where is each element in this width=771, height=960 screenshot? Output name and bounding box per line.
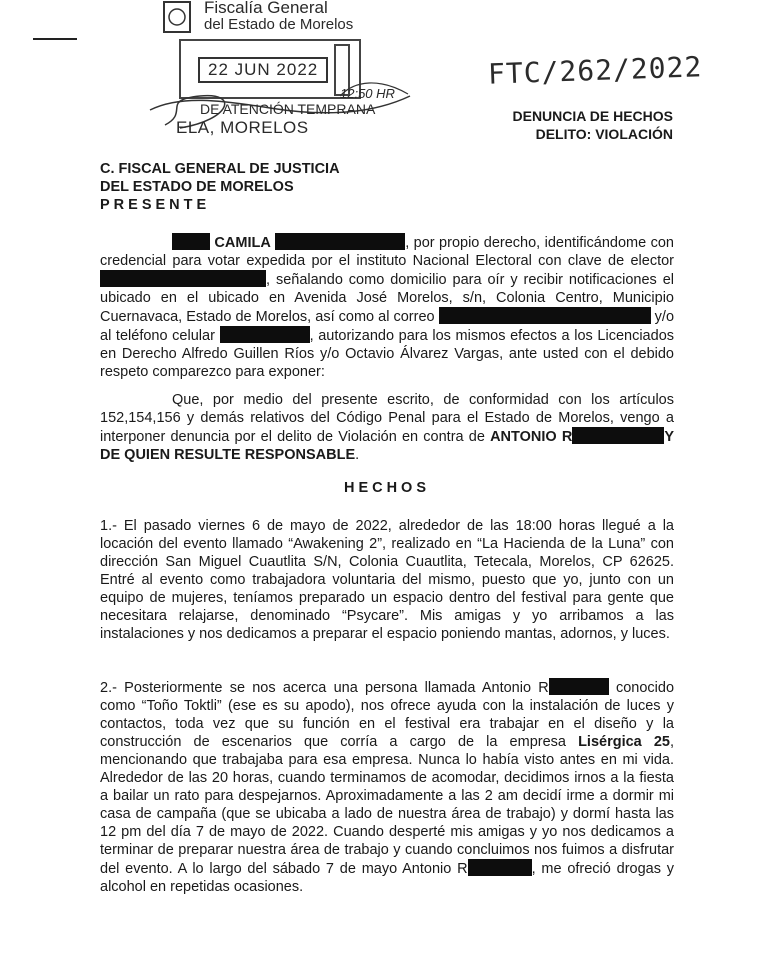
- intro-text-4: , autorizando para los mismos efectos a los Licenciados en Derecho Alfredo Guillen Ríos y/o Octavio Álvarez Vargas, ante usted con el debido respeto comparezco para exponer:: [100, 328, 675, 380]
- addressee-line3: PRESENTE: [100, 197, 211, 213]
- complaint-end: .: [355, 447, 360, 463]
- redaction-bar: [172, 233, 210, 250]
- fact2-text-2: conocido como “Toño Toktli” (ese es su apodo), nos ofrece ayuda con la instalación de luces y contactos, toda vez que su función en el festival era trabajar en el diseño y la construcción de escenarios que corría a cargo de la empresa: [100, 680, 675, 750]
- complaint-text: Que, por medio del presente escrito, de conformidad con los artículos 152,154,156 y demás relativos del Código Penal para el Estado de Morelos, vengo a interponer denuncia por el delito de Violación en contra de: [100, 392, 674, 445]
- margin-dash-mark: [33, 38, 77, 40]
- intro-text-3: y/o al teléfono celular: [100, 309, 675, 344]
- redaction-bar: [549, 678, 609, 695]
- stamp-org-line2: del Estado de Morelos: [204, 16, 354, 33]
- addressee-line1: C. FISCAL GENERAL DE JUSTICIA: [100, 161, 340, 177]
- company-name: Lisérgica 25: [578, 734, 670, 750]
- stamp-date: 22 JUN 2022: [198, 57, 328, 83]
- accused-name: ANTONIO R: [490, 429, 573, 445]
- stamp-unit: DE ATENCIÓN TEMPRANA: [200, 101, 376, 117]
- stamp-location: ELA, MORELOS: [176, 118, 309, 137]
- redaction-bar: [468, 859, 532, 876]
- intro-text-2: , señalando como domicilio para oír y recibir notificaciones el ubicado en el ubicado en Avenida José Morelos, s/n, Colonia Centro, Municipio Cuernavaca, Estado de Morelos, así como al correo: [100, 272, 674, 325]
- redaction-bar: [439, 307, 651, 324]
- accused-rest: Y DE QUIEN RESULTE RESPONSABLE: [100, 429, 674, 463]
- redaction-bar: [572, 427, 664, 444]
- redaction-bar: [220, 326, 310, 343]
- intro-paragraph: [100, 233, 674, 381]
- stamp-org-line1: Fiscalía General: [204, 0, 328, 17]
- complainant-name: CAMILA: [214, 235, 271, 251]
- fact2-text-1: 2.- Posteriormente se nos acerca una persona llamada Antonio R: [100, 680, 549, 696]
- section-title: HECHOS: [343, 480, 431, 496]
- header-line-complaint: DENUNCIA DE HECHOS: [512, 108, 673, 124]
- fact-paragraph-1: 1.- El pasado viernes 6 de mayo de 2022, alrededor de las 18:00 horas llegué a la locación del evento llamado “Awakening 2”, realizado en “La Hacienda de la Luna” con dirección San Miguel Cuautlita S/N, Colonia Cuautlita, Tetecala, Morelos, CP 62625. Entré al evento como trabajadora voluntaria del mismo, puesto que yo, junto con un equipo de mujeres, teníamos preparado un espacio dentro del festival para gente que necesitara relajarse, denominado “Psycare”. Mis amigas y yo arribamos a las instalaciones y nos dedicamos a preparar el espacio poniendo mantas, adornos, y luces.: [100, 518, 674, 642]
- stamp-time-note: 12:50 HR: [340, 86, 395, 101]
- redaction-bar: [100, 270, 266, 287]
- header-line-offense: DELITO: VIOLACIÓN: [535, 126, 673, 142]
- fact-paragraph-2: [100, 678, 674, 896]
- fact2-text-3: , mencionando que trabajaba para esa empresa. Nunca lo había visto antes en mi vida. Alrededor de las 20 horas, cuando terminamos de acomodar, decidimos irnos a la fiesta a bailar un rato para despejarnos. Aproximadamente a las 2 am decidí irme a dormir mi casa de campaña (que se ubicaba a lado de nuestra área de trabajo) y dormí hasta las 12 pm del día 7 de mayo de 2022. Cuando desperté mis amigas y yo nos dedicamos a terminar de preparar nuestra área de trabajo y cuando concluimos nos fuimos a disfrutar del evento. A lo largo del sábado 7 de mayo Antonio R: [100, 734, 675, 877]
- document-type-header: [494, 107, 673, 143]
- redaction-bar: [275, 233, 405, 250]
- intro-text-1: , por propio derecho, identificándome con credencial para votar expedida por el instituto Nacional Electoral con clave de elector: [100, 235, 674, 269]
- reception-stamp: [140, 0, 395, 140]
- fact2-text-4: , me ofreció drogas y alcohol en repetidas ocasiones.: [100, 861, 674, 895]
- complaint-paragraph: [100, 391, 674, 464]
- addressee-line2: DEL ESTADO DE MORELOS: [100, 179, 294, 195]
- handwritten-case-number: FTC/262/2022: [487, 50, 703, 91]
- addressee-block: [100, 160, 340, 214]
